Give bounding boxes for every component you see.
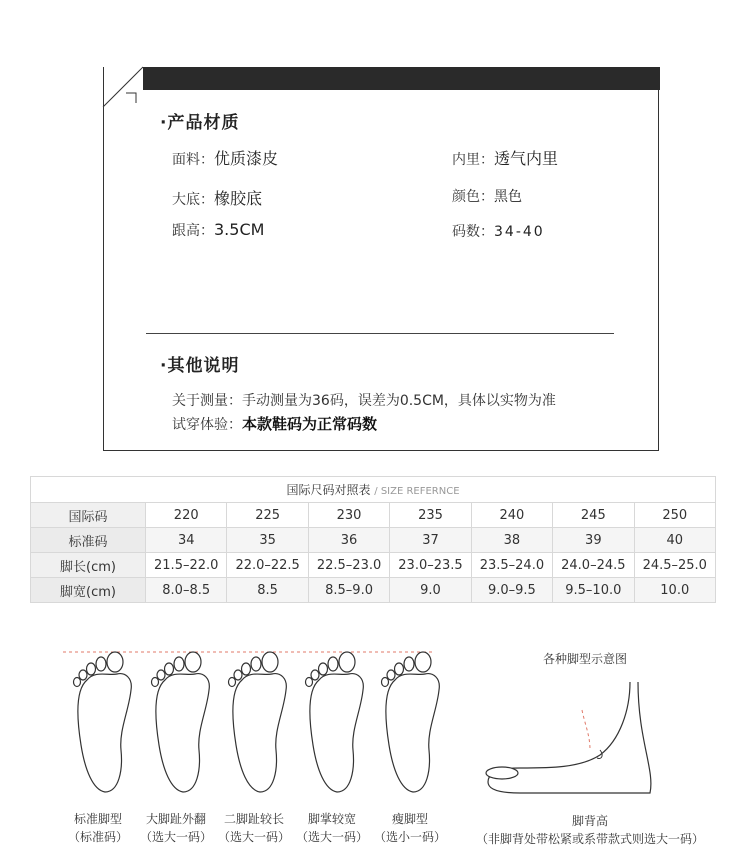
foot-type-wide bbox=[287, 810, 377, 846]
foot-type-standard bbox=[53, 810, 143, 846]
table-cell: 9.5–10.0 bbox=[553, 578, 634, 603]
tryon-note bbox=[172, 413, 377, 434]
bunion-foot-icon bbox=[152, 652, 210, 792]
table-cell: 38 bbox=[471, 528, 552, 553]
table-cell: 245 bbox=[553, 503, 634, 528]
foot-type-advice: （选大一码） bbox=[295, 830, 368, 844]
table-cell: 8.5 bbox=[227, 578, 308, 603]
field-sole-label: 大底： bbox=[172, 192, 214, 208]
folded-corner-icon bbox=[102, 66, 144, 108]
row-header: 脚长(cm) bbox=[31, 553, 146, 578]
field-heel-value: 3.5CM bbox=[214, 220, 265, 239]
field-heel bbox=[172, 220, 264, 240]
table-caption-cn: 国际尺码对照表 bbox=[286, 483, 371, 497]
foot-type-name: 大脚趾外翻 bbox=[145, 812, 206, 826]
field-heel-label: 跟高： bbox=[172, 223, 214, 239]
card-header-bar bbox=[142, 67, 660, 90]
field-lining bbox=[452, 146, 558, 169]
table-cell: 9.0 bbox=[390, 578, 471, 603]
table-cell: 37 bbox=[390, 528, 471, 553]
high-instep-label bbox=[460, 812, 720, 848]
table-cell: 21.5–22.0 bbox=[146, 553, 227, 578]
tryon-label: 试穿体验： bbox=[172, 417, 242, 433]
table-row bbox=[31, 503, 716, 528]
foot-type-long-second-toe bbox=[209, 810, 299, 846]
long-second-toe-foot-icon bbox=[229, 652, 287, 792]
table-cell: 8.0–8.5 bbox=[146, 578, 227, 603]
field-lining-label: 内里： bbox=[452, 152, 494, 168]
table-cell: 9.0–9.5 bbox=[471, 578, 552, 603]
foot-type-advice: （选大一码） bbox=[217, 830, 290, 844]
field-color-label: 颜色： bbox=[452, 189, 494, 205]
high-instep-advice: （非脚背处带松紧或系带款式则选大一码） bbox=[475, 832, 704, 846]
foot-type-name: 二脚趾较长 bbox=[223, 812, 284, 826]
field-size-label: 码数： bbox=[452, 224, 494, 240]
table-cell: 240 bbox=[471, 503, 552, 528]
product-section-title: ·产品材质 bbox=[160, 113, 240, 133]
wide-foot-icon bbox=[306, 652, 364, 792]
table-cell: 23.0–23.5 bbox=[390, 553, 471, 578]
table-row bbox=[31, 528, 716, 553]
table-row bbox=[31, 553, 716, 578]
size-reference-table bbox=[30, 476, 716, 603]
table-cell: 8.5–9.0 bbox=[308, 578, 389, 603]
field-size-value: 34-40 bbox=[494, 224, 545, 240]
diagram-title: 各种脚型示意图 bbox=[543, 652, 628, 666]
tryon-text: 本款鞋码为正常码数 bbox=[242, 415, 378, 433]
measure-note bbox=[172, 390, 556, 410]
table-cell: 35 bbox=[227, 528, 308, 553]
field-size bbox=[452, 221, 545, 241]
table-cell: 40 bbox=[634, 528, 715, 553]
foot-type-name: 标准脚型 bbox=[73, 812, 122, 826]
foot-type-name: 脚掌较宽 bbox=[307, 812, 356, 826]
foot-types-illustration bbox=[55, 640, 445, 805]
field-upper-value: 优质漆皮 bbox=[214, 149, 279, 168]
table-cell: 235 bbox=[390, 503, 471, 528]
foot-type-advice: （选大一码） bbox=[139, 830, 212, 844]
table-caption-en: / SIZE REFERNCE bbox=[374, 486, 460, 497]
table-cell: 10.0 bbox=[634, 578, 715, 603]
table-cell: 39 bbox=[553, 528, 634, 553]
table-cell: 230 bbox=[308, 503, 389, 528]
field-upper bbox=[172, 146, 278, 169]
row-header: 脚宽(cm) bbox=[31, 578, 146, 603]
table-cell: 220 bbox=[146, 503, 227, 528]
table-caption-row bbox=[31, 477, 716, 503]
foot-type-advice: （选小一码） bbox=[373, 830, 446, 844]
table-cell: 225 bbox=[227, 503, 308, 528]
table-cell: 22.0–22.5 bbox=[227, 553, 308, 578]
table-cell: 24.0–24.5 bbox=[553, 553, 634, 578]
measure-label: 关于测量： bbox=[172, 393, 242, 409]
table-cell: 24.5–25.0 bbox=[634, 553, 715, 578]
table-cell: 23.5–24.0 bbox=[471, 553, 552, 578]
table-cell: 250 bbox=[634, 503, 715, 528]
field-lining-value: 透气内里 bbox=[494, 149, 559, 168]
table-cell: 36 bbox=[308, 528, 389, 553]
standard-foot-icon bbox=[74, 652, 132, 792]
field-sole bbox=[172, 186, 262, 209]
high-instep-foot-icon bbox=[480, 680, 730, 805]
row-header: 标准码 bbox=[31, 528, 146, 553]
field-upper-label: 面料： bbox=[172, 152, 214, 168]
section-divider bbox=[146, 333, 614, 334]
table-caption bbox=[31, 477, 716, 503]
foot-type-slim bbox=[365, 810, 455, 846]
foot-type-name: 瘦脚型 bbox=[391, 812, 428, 826]
row-header: 国际码 bbox=[31, 503, 146, 528]
field-color-value: 黑色 bbox=[494, 189, 522, 205]
table-row bbox=[31, 578, 716, 603]
foot-type-advice: （标准码） bbox=[67, 830, 128, 844]
table-cell: 22.5–23.0 bbox=[308, 553, 389, 578]
field-color bbox=[452, 186, 522, 206]
other-section-title: ·其他说明 bbox=[160, 356, 240, 376]
table-cell: 34 bbox=[146, 528, 227, 553]
slim-foot-icon bbox=[382, 652, 440, 792]
foot-type-bunion bbox=[131, 810, 221, 846]
measure-text: 手动测量为36码，误差为0.5CM，具体以实物为准 bbox=[242, 393, 556, 409]
field-sole-value: 橡胶底 bbox=[214, 189, 263, 208]
high-instep-name: 脚背高 bbox=[571, 814, 608, 828]
